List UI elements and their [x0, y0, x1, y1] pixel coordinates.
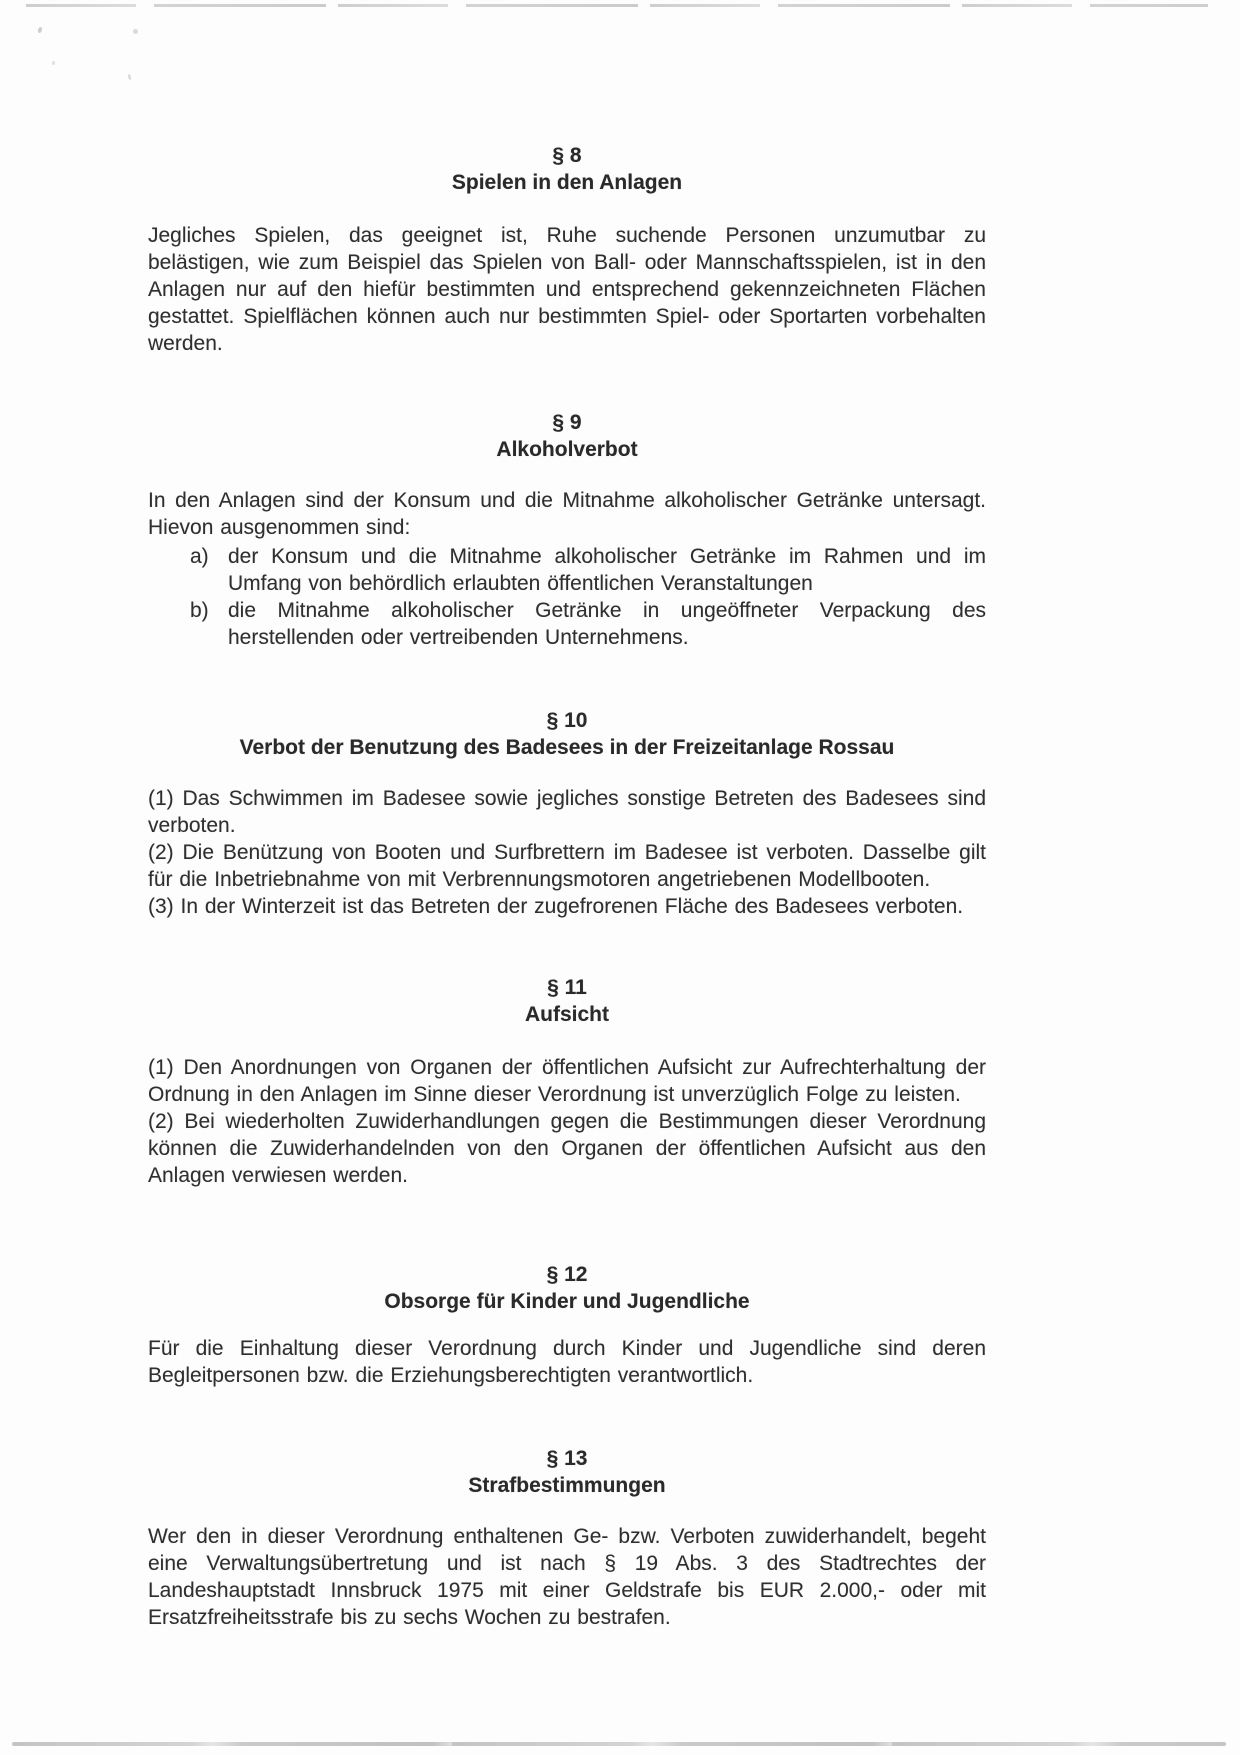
- section-9-title: Alkoholverbot: [496, 438, 638, 461]
- section-9-intro-paragraph: In den Anlagen sind der Konsum und die Mitnahme alkoholischer Getränke untersagt. Hievon ausgenommen sind:: [148, 489, 986, 539]
- section-11-number: § 11: [547, 976, 587, 999]
- section-11: [148, 974, 986, 1189]
- list-item-marker: b): [190, 599, 209, 622]
- section-10-title: Verbot der Benutzung des Badesees in der Freizeitanlage Rossau: [239, 736, 895, 759]
- section-10-number: § 10: [546, 709, 588, 732]
- scan-speck: [127, 74, 131, 81]
- section-9-exception-list: [148, 543, 986, 651]
- section-10: [148, 707, 986, 920]
- section-10-paragraph-2: (2) Die Benützung von Booten und Surfbrettern im Badesee ist verboten. Dasselbe gilt für die Inbetriebnahme von mit Verbrennungsmotoren angetriebenen Modellbooten.: [148, 841, 986, 891]
- list-item: [148, 597, 986, 651]
- scan-artifact-top-line: [26, 4, 1208, 7]
- list-item-marker: a): [190, 545, 209, 568]
- section-12-number: § 12: [546, 1263, 588, 1286]
- section-10-paragraph-3: (3) In der Winterzeit ist das Betreten der zugefrorenen Fläche des Badesees verboten.: [148, 895, 964, 918]
- section-12-paragraph: Für die Einhaltung dieser Verordnung durch Kinder und Jugendliche sind deren Begleitpersonen bzw. die Erziehungsberechtigten verantwortlich.: [148, 1337, 986, 1387]
- list-item-text: die Mitnahme alkoholischer Getränke in ungeöffneter Verpackung des herstellenden oder vertreibenden Unternehmens.: [228, 599, 986, 649]
- list-item-text: der Konsum und die Mitnahme alkoholischer Getränke im Rahmen und im Umfang von behördlich erlaubten öffentlichen Veranstaltungen: [228, 545, 986, 595]
- section-11-paragraph-2: (2) Bei wiederholten Zuwiderhandlungen gegen die Bestimmungen dieser Verordnung können die Zuwiderhandelnden von den Organen der öffentlichen Aufsicht aus den Anlagen verwiesen werden.: [148, 1110, 986, 1187]
- section-11-title: Aufsicht: [525, 1003, 609, 1026]
- section-8-title: Spielen in den Anlagen: [451, 171, 683, 194]
- section-12-title: Obsorge für Kinder und Jugendliche: [384, 1290, 750, 1313]
- section-8: [148, 142, 986, 357]
- section-12: [148, 1261, 986, 1389]
- section-9-number: § 9: [552, 411, 582, 434]
- section-8-paragraph: Jegliches Spielen, das geeignet ist, Ruhe suchende Personen unzumutbar zu belästigen, wie zum Beispiel das Spielen von Ball- oder Mannschaftsspielen, ist in den Anlagen nur auf den hiefür bestimmten und entsprechend gekennzeichneten Flächen gestattet. Spielflächen können auch nur bestimmten Spiel- oder Sportarten vorbehalten werden.: [148, 224, 986, 355]
- page-content: [148, 142, 986, 1631]
- scan-speck: [133, 29, 138, 34]
- list-item: [148, 543, 986, 597]
- scan-speck: [37, 26, 43, 33]
- scan-speck: [52, 61, 55, 65]
- section-10-paragraph-1: (1) Das Schwimmen im Badesee sowie jegliches sonstige Betreten des Badesees sind verboten.: [148, 787, 986, 837]
- section-13-paragraph: Wer den in dieser Verordnung enthaltenen Ge- bzw. Verboten zuwiderhandelt, begeht eine Verwaltungsübertretung und ist nach § 19 Abs. 3 des Stadtrechtes der Landeshauptstadt Innsbruck 1975 mit einer Geldstrafe bis EUR 2.000,- oder mit Ersatzfreiheitsstrafe bis zu sechs Wochen zu bestrafen.: [148, 1525, 986, 1629]
- section-9: [148, 409, 986, 651]
- section-13: [148, 1445, 986, 1631]
- scan-artifact-bottom-line: [12, 1742, 1226, 1746]
- section-13-number: § 13: [546, 1447, 588, 1470]
- section-11-paragraph-1: (1) Den Anordnungen von Organen der öffentlichen Aufsicht zur Aufrechterhaltung der Ordnung in den Anlagen im Sinne dieser Verordnung ist unverzüglich Folge zu leisten.: [148, 1056, 986, 1106]
- section-8-number: § 8: [552, 144, 582, 167]
- section-13-title: Strafbestimmungen: [468, 1474, 666, 1497]
